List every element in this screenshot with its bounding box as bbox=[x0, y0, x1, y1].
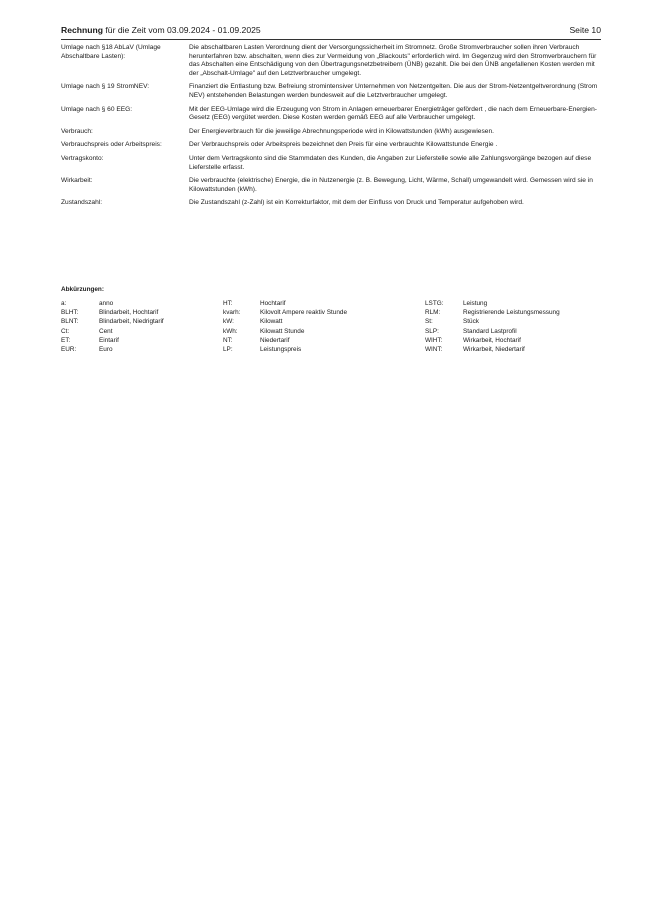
abbr-code: HT: bbox=[223, 300, 233, 307]
glossary-definition: Die abschaltbaren Lasten Verordnung dient der Versorgungssicherheit im Stromnetz. Große Stromverbraucher sollen ihren Verbrauch herunterfahren bzw. abschalten, wenn dies zur Vermeidung von „Blackouts" erforderlich wird. Im Gegenzug wird den Stromverbrauchern für das Abschalten eine Entschädigung von den Übertragungsnetzbetreibern (ÜNB) gezahlt. Die bei den ÜNB angefallenen Kosten werden mit der „Abschalt-Umlage" auf den Letztverbraucher umgelegt. bbox=[189, 44, 597, 77]
abbr-code: RLM: bbox=[425, 309, 441, 317]
abbr-meaning: Blindarbeit, Hochtarif bbox=[99, 309, 159, 317]
abbr-code: BLNT: bbox=[61, 318, 79, 326]
glossary-term: Umlage nach § 60 EEG: bbox=[61, 105, 133, 113]
abbr-code: ET: bbox=[61, 336, 71, 344]
glossary-row bbox=[61, 83, 601, 100]
glossary-definition: Der Energieverbrauch für die jeweilige Abrechnungsperiode wird in Kilowattstunden (kWh) ausgewiesen. bbox=[189, 127, 494, 135]
abbr-meaning: Leistung bbox=[463, 300, 488, 307]
title-bold: Rechnung bbox=[61, 25, 104, 35]
glossary-term: Zustandszahl: bbox=[61, 199, 103, 207]
glossary-row bbox=[61, 141, 601, 150]
abbreviations-heading: Abkürzungen: bbox=[61, 286, 104, 293]
glossary-row bbox=[61, 44, 601, 78]
abbr-code: kW: bbox=[223, 318, 234, 326]
abbr-meaning: Wirkarbeit, Niedertarif bbox=[463, 345, 525, 353]
glossary-row bbox=[61, 155, 601, 172]
abbr-meaning: Kilowatt Stunde bbox=[260, 327, 305, 335]
glossary-definition: Finanziert die Entlastung bzw. Befreiung stromintensiver Unternehmen von Netzentgelten. Die aus der Strom-Netzentgeltverordnung (Strom NEV) entstehenden Belastungen werden bundesweit auf die Letztverbraucher umgelegt. bbox=[189, 83, 598, 99]
abbr-meaning: Euro bbox=[99, 345, 113, 353]
page-number: Seite 10 bbox=[569, 25, 601, 35]
glossary-term: Umlage nach § 19 StromNEV: bbox=[61, 83, 150, 91]
abbr-meaning: Standard Lastprofil bbox=[463, 327, 517, 335]
abbr-meaning: Blindarbeit, Niedrigtarif bbox=[99, 318, 164, 326]
glossary-term: Umlage nach §18 AbLaV (Umlage Abschaltbare Lasten): bbox=[61, 44, 161, 60]
glossary-definition: Mit der EEG-Umlage wird die Erzeugung von Strom in Anlagen erneuerbarer Energieträger gefördert , die nach dem Erneuerbare-Energien-Gesetz (EEG) vergütet werden. Diese Kosten werden gemäß EEG auf alle Verbraucher umgelegt. bbox=[189, 105, 597, 122]
glossary-list bbox=[61, 44, 601, 213]
abbr-code: Ct: bbox=[61, 327, 70, 335]
glossary-row bbox=[61, 128, 601, 137]
glossary-term: Verbrauch: bbox=[61, 127, 93, 135]
abbr-code: NT: bbox=[223, 336, 233, 344]
abbr-meaning: Wirkarbeit, Hochtarif bbox=[463, 336, 521, 344]
glossary-term: Wirkarbeit: bbox=[61, 177, 93, 185]
glossary-row bbox=[61, 199, 601, 208]
page-header bbox=[61, 23, 601, 40]
abbr-code: kWh: bbox=[223, 327, 238, 335]
glossary-term: Vertragskonto: bbox=[61, 154, 104, 162]
glossary-definition: Die verbrauchte (elektrische) Energie, die in Nutzenergie (z. B. Bewegung, Licht, Wärme, Schall) umgewandelt wird. Gemessen wird sie in Kilowattstunden (kWh). bbox=[189, 177, 593, 193]
abbreviation-row bbox=[61, 327, 601, 336]
abbr-meaning: Kilovolt Ampere reaktiv Stunde bbox=[260, 309, 348, 317]
abbr-code: SLP: bbox=[425, 327, 439, 335]
abbr-code: EUR: bbox=[61, 345, 77, 353]
abbr-meaning: Leistungspreis bbox=[260, 345, 302, 353]
abbreviations-table bbox=[61, 299, 601, 354]
abbreviation-row bbox=[61, 299, 601, 308]
abbr-meaning: Registrierende Leistungsmessung bbox=[463, 309, 560, 317]
glossary-definition: Der Verbrauchspreis oder Arbeitspreis bezeichnet den Preis für eine verbrauchte Kilowattstunde Energie . bbox=[189, 141, 498, 149]
abbreviation-row bbox=[61, 308, 601, 317]
title-period: für die Zeit vom 03.09.2024 - 01.09.2025 bbox=[103, 25, 261, 35]
glossary-term: Verbrauchspreis oder Arbeitspreis: bbox=[61, 141, 162, 149]
abbreviation-row bbox=[61, 317, 601, 326]
abbr-code: LSTG: bbox=[425, 300, 444, 307]
abbr-code: LP: bbox=[223, 345, 233, 353]
abbr-code: St: bbox=[425, 318, 433, 326]
abbr-meaning: Cent bbox=[99, 327, 113, 335]
abbr-meaning: Niedertarif bbox=[260, 336, 290, 344]
abbr-meaning: Hochtarif bbox=[260, 300, 286, 307]
invoice-period-title bbox=[61, 25, 261, 35]
abbreviation-row bbox=[61, 345, 601, 354]
glossary-row bbox=[61, 106, 601, 123]
glossary-row bbox=[61, 177, 601, 194]
abbr-meaning: Stück bbox=[463, 318, 479, 326]
glossary-definition: Die Zustandszahl (z-Zahl) ist ein Korrekturfaktor, mit dem der Einfluss von Druck und Temperatur aufgehoben wird. bbox=[189, 199, 524, 207]
glossary-definition: Unter dem Vertragskonto sind die Stammdaten des Kunden, die Angaben zur Lieferstelle sowie alle Zahlungsvorgänge bezogen auf diese Lieferstelle erfasst. bbox=[189, 154, 592, 171]
abbr-code: kvarh: bbox=[223, 309, 241, 317]
abbr-meaning: Eintarif bbox=[99, 336, 119, 344]
abbr-code: a: bbox=[61, 300, 67, 307]
abbreviation-row bbox=[61, 336, 601, 345]
abbr-meaning: anno bbox=[99, 300, 114, 307]
abbr-meaning: Kilowatt bbox=[260, 318, 283, 326]
abbr-code: BLHT: bbox=[61, 309, 79, 317]
abbr-code: WINT: bbox=[425, 345, 443, 353]
abbr-code: WIHT: bbox=[425, 336, 443, 344]
